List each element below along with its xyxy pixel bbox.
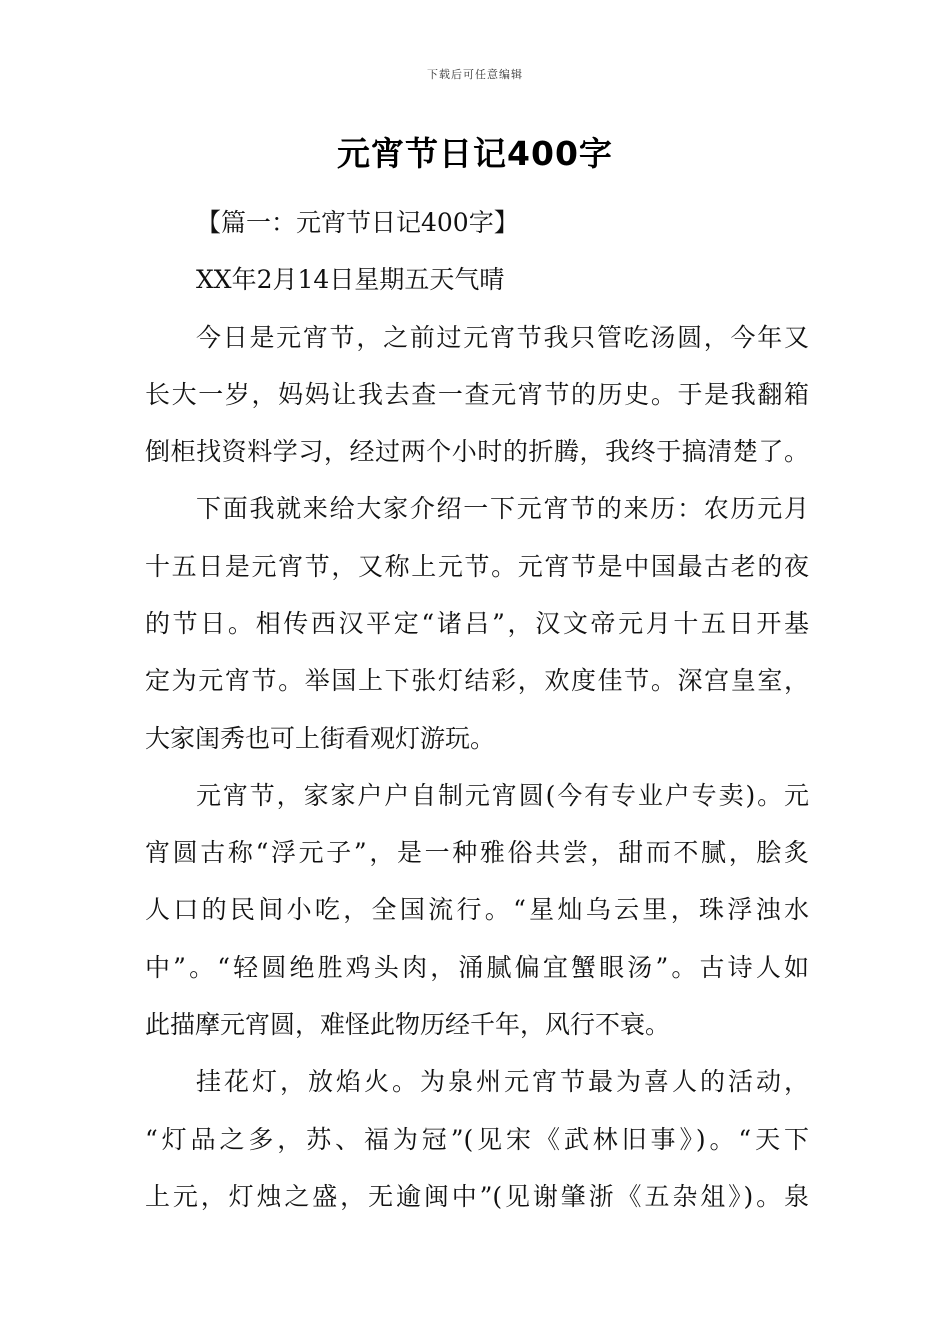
- paragraph-3-line-2: 宵圆古称“浮元子”，是一种雅俗共尝，甜而不腻，脍炙: [145, 838, 809, 867]
- paragraph-3-line-5: 此描摩元宵圆，难怪此物历经千年，风行不衰。: [145, 1010, 671, 1039]
- paragraph-3-line-3: 人口的民间小吃，全国流行。“星灿乌云里，珠浮浊水: [145, 895, 809, 924]
- paragraph-1-line-3: 倒柜找资料学习，经过两个小时的折腾，我终于搞清楚了。: [145, 437, 809, 466]
- paragraph-3-line-1: 元宵节，家家户户自制元宵圆(今有专业户专卖)。元: [196, 781, 809, 810]
- date-line: XX年2月14日星期五天气晴: [196, 265, 505, 294]
- paragraph-2-line-2: 十五日是元宵节，又称上元节。元宵节是中国最古老的夜: [145, 552, 809, 581]
- paragraph-1-line-1: 今日是元宵节，之前过元宵节我只管吃汤圆，今年又: [196, 323, 809, 352]
- paragraph-4-line-2: “灯品之多，苏、福为冠”(见宋《武林旧事》)。“天下: [145, 1125, 809, 1154]
- paragraph-2-line-5: 大家闺秀也可上街看观灯游玩。: [145, 724, 496, 753]
- paragraph-4-line-3: 上元，灯烛之盛，无逾闽中”(见谢肇浙《五杂俎》)。泉: [145, 1182, 809, 1211]
- paragraph-3-line-4: 中”。“轻圆绝胜鸡头肉，涌腻偏宜蟹眼汤”。古诗人如: [145, 953, 809, 982]
- paragraph-2-line-3: 的节日。相传西汉平定“诸吕”，汉文帝元月十五日开基: [145, 609, 809, 638]
- section-heading: 【篇一：元宵节日记400字】: [196, 208, 519, 237]
- paragraph-4-line-1: 挂花灯，放焰火。为泉州元宵节最为喜人的活动，: [196, 1067, 809, 1096]
- paragraph-1-line-2: 长大一岁，妈妈让我去查一查元宵节的历史。于是我翻箱: [145, 380, 809, 409]
- document-title: 元宵节日记400字: [337, 134, 613, 173]
- header-note: 下载后可任意编辑: [427, 68, 523, 81]
- paragraph-2-line-1: 下面我就来给大家介绍一下元宵节的来历：农历元月: [196, 494, 809, 523]
- paragraph-2-line-4: 定为元宵节。举国上下张灯结彩，欢度佳节。深宫皇室，: [145, 666, 809, 695]
